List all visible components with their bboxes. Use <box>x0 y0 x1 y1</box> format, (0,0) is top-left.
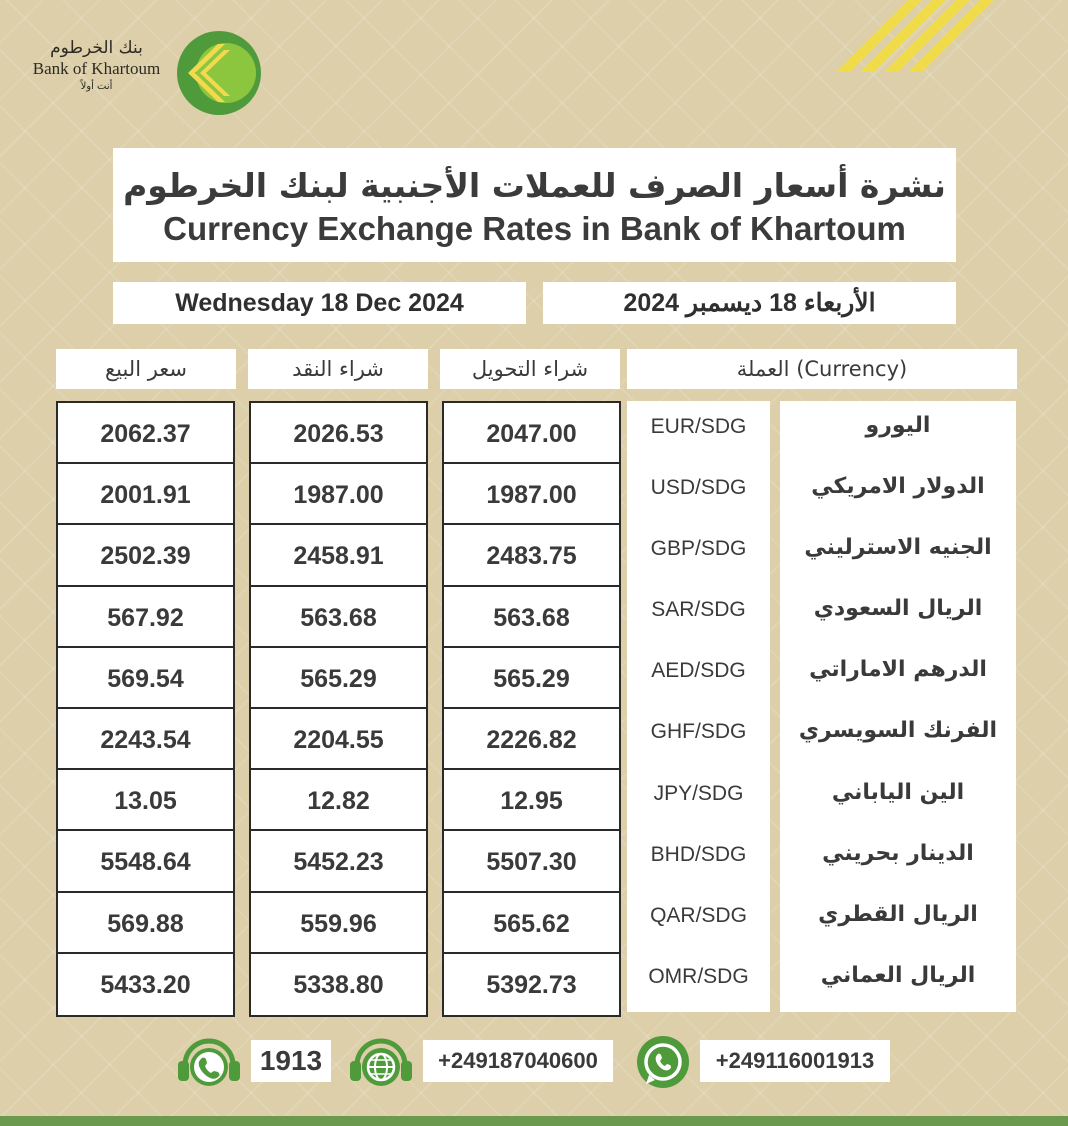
currency-code: OMR/SDG <box>648 964 749 988</box>
cash-buy-cell: 565.29 <box>251 648 426 709</box>
sell-cell: 2001.91 <box>58 464 233 525</box>
currency-name: الجنيه الاسترليني <box>804 535 992 561</box>
transfer-buy-cell: 2483.75 <box>444 525 619 586</box>
decorative-stripes <box>836 0 1006 72</box>
currency-code: QAR/SDG <box>650 903 747 927</box>
cash-buy-column <box>249 401 428 1017</box>
header-currency: العملة (Currency) <box>627 349 1017 389</box>
hotline-number: 1913 <box>251 1040 331 1082</box>
transfer-buy-cell: 12.95 <box>444 770 619 831</box>
bank-logo-mark-icon <box>176 30 262 116</box>
cash-buy-cell: 5452.23 <box>251 831 426 892</box>
currency-name-column <box>780 401 1016 1012</box>
page-title-en: Currency Exchange Rates in Bank of Khartoum <box>163 210 906 247</box>
sell-column <box>56 401 235 1017</box>
currency-code: GHF/SDG <box>650 720 747 744</box>
header-cash-buy: شراء النقد <box>248 349 428 389</box>
cash-buy-cell: 1987.00 <box>251 464 426 525</box>
currency-name: الريال السعودي <box>813 596 983 622</box>
currency-code: JPY/SDG <box>653 781 744 805</box>
transfer-buy-cell: 5392.73 <box>486 970 577 999</box>
whatsapp-number: +249116001913 <box>700 1040 890 1082</box>
bottom-bar <box>0 1116 1068 1126</box>
cash-buy-cell: 559.96 <box>251 893 426 954</box>
logo-name-ar: بنك الخرطوم <box>50 38 143 58</box>
cash-buy-cell: 12.82 <box>251 770 426 831</box>
title-panel <box>113 148 956 262</box>
headset-globe-icon <box>348 1033 414 1091</box>
cash-buy-cell: 2458.91 <box>251 525 426 586</box>
bank-logo <box>24 28 264 118</box>
transfer-buy-cell: 565.29 <box>444 648 619 709</box>
sell-cell: 569.88 <box>58 893 233 954</box>
sell-cell: 567.92 <box>58 587 233 648</box>
currency-name: الدينار بحريني <box>822 840 974 866</box>
transfer-buy-cell: 1987.00 <box>444 464 619 525</box>
currency-code: EUR/SDG <box>650 415 747 438</box>
transfer-buy-cell: 2226.82 <box>444 709 619 770</box>
currency-code: SAR/SDG <box>651 598 746 622</box>
currency-code: BHD/SDG <box>650 842 747 866</box>
currency-name: الين الياباني <box>831 779 965 805</box>
header-sell: سعر البيع <box>56 349 236 389</box>
whatsapp-icon <box>628 1033 694 1091</box>
transfer-buy-cell: 565.62 <box>444 893 619 954</box>
sell-cell: 2062.37 <box>58 403 233 464</box>
transfer-buy-cell: 2047.00 <box>444 403 619 464</box>
sell-cell: 2502.39 <box>58 525 233 586</box>
currency-name: الفرنك السويسري <box>798 718 998 744</box>
currency-code: AED/SDG <box>651 659 746 683</box>
currency-name: الدرهم الاماراتي <box>809 657 987 683</box>
headset-phone-icon <box>176 1033 242 1091</box>
currency-name: الريال القطري <box>818 901 978 927</box>
date-ar: الأربعاء 18 ديسمبر 2024 <box>543 282 956 324</box>
logo-wordmark <box>24 38 169 94</box>
sell-cell: 5548.64 <box>58 831 233 892</box>
transfer-buy-column <box>442 401 621 1017</box>
header-transfer-buy: شراء التحويل <box>440 349 620 389</box>
page-title-ar: نشرة أسعار الصرف للعملات الأجنبية لبنك الخرطوم <box>123 166 946 205</box>
currency-code-column <box>627 401 770 1012</box>
date-en: Wednesday 18 Dec 2024 <box>113 282 526 324</box>
currency-name: الريال العماني <box>820 962 976 988</box>
cash-buy-cell: 5338.80 <box>293 970 384 999</box>
logo-tagline: أنت أولاً <box>80 81 113 92</box>
cash-buy-cell: 2204.55 <box>251 709 426 770</box>
phone-number: +249187040600 <box>423 1040 613 1082</box>
sell-cell: 569.54 <box>58 648 233 709</box>
currency-code: USD/SDG <box>650 476 747 500</box>
transfer-buy-cell: 5507.30 <box>444 831 619 892</box>
currency-name: الدولار الامريكي <box>811 474 985 500</box>
cash-buy-cell: 563.68 <box>251 587 426 648</box>
cash-buy-cell: 2026.53 <box>251 403 426 464</box>
sell-cell: 5433.20 <box>100 970 191 999</box>
transfer-buy-cell: 563.68 <box>444 587 619 648</box>
logo-name-en: Bank of Khartoum <box>32 59 161 78</box>
currency-code: GBP/SDG <box>650 537 747 561</box>
currency-name: اليورو <box>865 413 931 438</box>
sell-cell: 2243.54 <box>58 709 233 770</box>
sell-cell: 13.05 <box>58 770 233 831</box>
